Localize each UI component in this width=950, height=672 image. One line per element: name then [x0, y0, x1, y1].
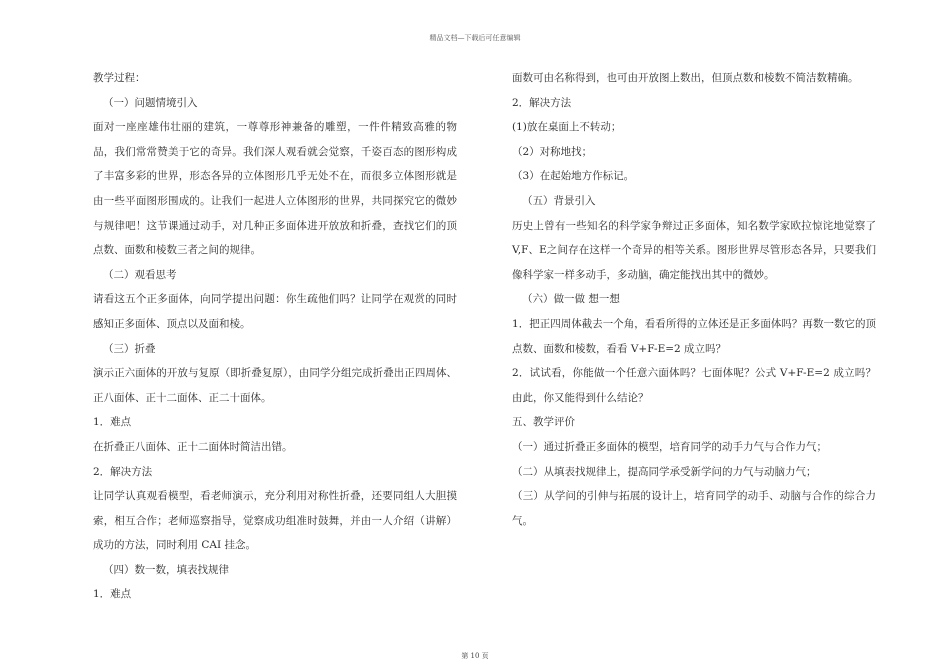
- subheading: 2．解决方法: [93, 465, 153, 478]
- paragraph: 请看这五个正多面体，向同学提出问题：你生疏他们吗？让同学在观赏的同时感知正多面体、顶点以及面和棱。: [93, 293, 457, 330]
- page-footer: 第 10 页: [461, 652, 489, 660]
- section-heading: （六）做一做 想一想: [522, 293, 620, 306]
- section-heading: （五）背景引入: [522, 194, 596, 207]
- paragraph: 历史上曾有一些知名的科学家争辩过正多面体，知名数学家欧拉惊诧地觉察了V,F、E之间存在这样一个奇异的相等关系。图形世界尽管形态各异，只要我们像科学家一样多动手，多动脑，确定能找出其中的微妙。: [512, 219, 876, 281]
- section-heading: 五、教学评价: [512, 416, 575, 429]
- list-item: （3）在起始地方作标记。: [512, 170, 635, 183]
- paragraph: 2．试试看，你能做一个任意六面体吗？七面体呢？公式 V+F-E=2 成立吗？由此，你又能得到什么结论？: [512, 367, 876, 404]
- paragraph: 教学过程：: [93, 72, 146, 84]
- paragraph: 面对一座座雄伟壮丽的建筑，一尊尊形神兼备的雕塑，一件件精致高雅的物品，我们常常赞美于它的奇异。我们深人观看就会觉察，千姿百态的图形构成了丰富多彩的世界，形态各异的立体图形几乎无处不在，而很多立体图形就是由一些平面图形围成的。让我们一起进人立体图形的世界，共同探究它的微妙与规律吧！这节课通过动手，对几种正多面体进开放放和折叠，查找它们的顶点数、面数和棱数三者之间的规律。: [93, 121, 457, 257]
- section-heading: （一）问题情境引入: [103, 96, 198, 109]
- paragraph: 面数可由名称得到，也可由开放图上数出，但顶点数和棱数不简洁数精确。: [512, 72, 859, 84]
- page-header: 精品文档—下载后可任意编辑: [429, 34, 521, 42]
- right-column: [512, 66, 876, 533]
- subheading: 1．难点: [93, 416, 132, 429]
- subheading: 2．解决方法: [512, 96, 572, 109]
- subheading: 1．难点: [93, 588, 132, 601]
- section-heading: （四）数一数，填表找规律: [103, 563, 229, 576]
- paragraph: 在折叠正八面体、正十二面体时简洁出错。: [93, 440, 293, 453]
- list-item: （二）从填表找规律上，提高同学承受新学问的力气与动脑力气；: [512, 465, 817, 478]
- paragraph: 1．把正四周体截去一个角，看看所得的立体还是正多面体吗？再数一数它的顶点数、面数和棱数，看看 V+F-E=2 成立吗？: [512, 317, 876, 355]
- section-heading: （三）折叠: [103, 342, 156, 355]
- list-item: （2）对称地找；: [512, 145, 593, 158]
- paragraph: 让同学认真观看模型，看老师演示，充分利用对称性折叠，还要同组人大胆摸索，相互合作；老师巡察指导，觉察成功组准时鼓舞，并由一人介绍（讲解）成功的方法，同时利用 CAI 挂念。: [93, 490, 457, 552]
- paragraph: 演示正六面体的开放与复原（即折叠复原），由同学分组完成折叠出正四周体、正八面体、正十二面体、正二十面体。: [93, 367, 457, 404]
- list-item: （一）通过折叠正多面体的模型，培育同学的动手力气与合作力气；: [512, 440, 827, 453]
- left-column: [93, 66, 457, 607]
- list-item: （三）从学问的引伸与拓展的设计上，培育同学的动手、动脑与合作的综合力气。: [512, 490, 876, 527]
- section-heading: （二）观看思考: [103, 268, 177, 281]
- list-item: (1)放在桌面上不转动；: [512, 121, 622, 134]
